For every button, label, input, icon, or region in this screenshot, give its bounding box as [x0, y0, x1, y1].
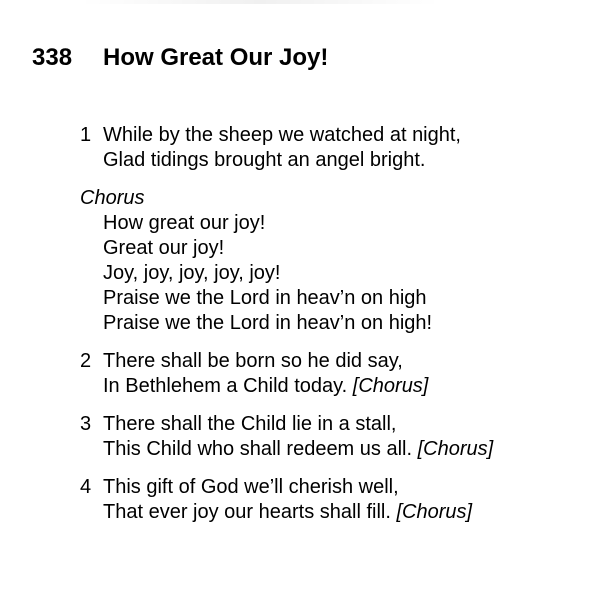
hymn-header [32, 44, 328, 72]
lyric-line: Glad tidings brought an angel bright. [103, 149, 426, 171]
hymn-number: 338 [32, 44, 73, 71]
lyrics [80, 123, 493, 538]
lyric-line: There shall the Child lie in a stall, [103, 413, 397, 435]
lyric-line-with-ref [80, 500, 493, 525]
stanza-number: 2 [80, 350, 92, 372]
faint-previous-page-text [80, 0, 440, 4]
lyric-text: This Child who shall redeem us all. [103, 438, 413, 460]
lyric-text: That ever joy our hearts shall fill. [103, 501, 391, 523]
chorus-line: How great our joy! [103, 212, 266, 234]
lyric-line-with-ref [80, 374, 493, 399]
lyric-line: This gift of God we’ll cherish well, [103, 476, 399, 498]
lyric-line-with-ref [80, 437, 493, 462]
chorus-label: Chorus [80, 187, 145, 209]
stanza-number: 1 [80, 124, 92, 146]
hymn-title: How Great Our Joy! [103, 44, 329, 71]
chorus-reference: [Chorus] [417, 438, 494, 460]
stanza-4 [80, 475, 493, 525]
chorus-reference: [Chorus] [352, 375, 429, 397]
chorus-line: Praise we the Lord in heav’n on high [103, 287, 427, 309]
lyric-line: There shall be born so he did say, [103, 350, 403, 372]
chorus-reference: [Chorus] [396, 501, 473, 523]
lyric-line: While by the sheep we watched at night, [103, 124, 461, 146]
stanza-3 [80, 412, 493, 462]
lyric-text: In Bethlehem a Child today. [103, 375, 348, 397]
chorus-line: Joy, joy, joy, joy, joy! [103, 262, 281, 284]
stanza-number: 3 [80, 413, 92, 435]
chorus [80, 186, 493, 336]
chorus-line: Praise we the Lord in heav’n on high! [103, 312, 433, 334]
chorus-line: Great our joy! [103, 237, 225, 259]
stanza-1 [80, 123, 493, 173]
stanza-number: 4 [80, 476, 92, 498]
stanza-2 [80, 349, 493, 399]
